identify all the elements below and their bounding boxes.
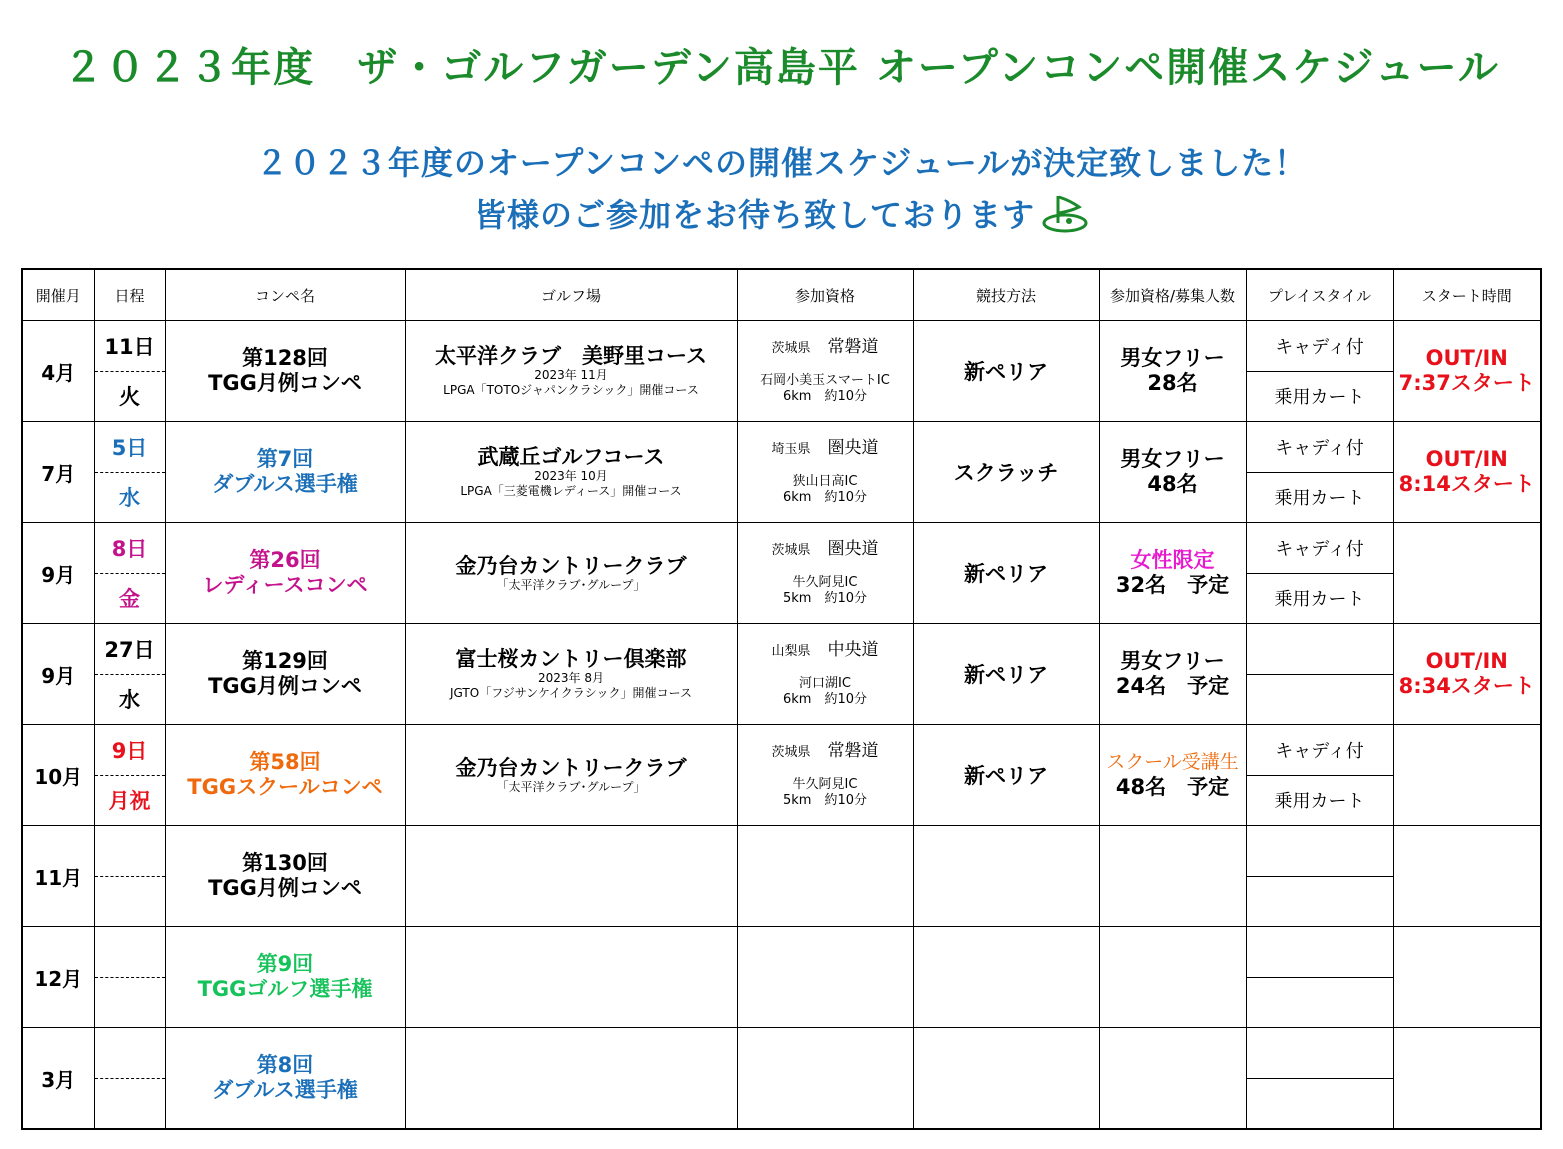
play-style-cart: 乗用カート (1274, 387, 1365, 408)
course-cell (405, 624, 737, 725)
access-cell (737, 927, 913, 1028)
competition-number: 第128回 (242, 346, 328, 370)
header-month: 開催月 (22, 269, 94, 321)
month-cell: 9月 (22, 624, 94, 725)
event-date: 8日 (95, 524, 165, 574)
course-cell (405, 725, 737, 826)
play-style-caddie: キャディ付 (1247, 322, 1393, 372)
method-cell (913, 826, 1099, 927)
header-capacity: 参加資格/募集人数 (1099, 269, 1246, 321)
course-cell (405, 826, 737, 927)
header-play-style: プレイスタイル (1246, 269, 1393, 321)
header-qualification: 参加資格 (737, 269, 913, 321)
competition-cell (165, 927, 405, 1028)
month-cell: 3月 (22, 1028, 94, 1130)
start-time-cell (1393, 422, 1541, 523)
month-cell: 7月 (22, 422, 94, 523)
start-time-cell (1393, 927, 1541, 1028)
competition-cell (165, 1028, 405, 1130)
competition-number: 第7回 (256, 447, 314, 471)
competition-number: 第8回 (256, 1053, 314, 1077)
competition-number: 第130回 (242, 851, 328, 875)
event-date: 9日 (95, 726, 165, 776)
play-style-cart: 乗用カート (1274, 589, 1365, 610)
capacity: 48名 (1147, 472, 1198, 496)
method-cell (913, 927, 1099, 1028)
competition-number: 第58回 (249, 750, 321, 774)
course-cell (405, 321, 737, 422)
competition-name: ダブルス選手権 (212, 472, 358, 496)
page-title: ２０２３年度 ザ・ゴルフガーデン高島平 オープンコンペ開催スケジュール (63, 45, 1500, 91)
method-cell: 新ペリア (913, 624, 1099, 725)
competition-number: 第26回 (249, 548, 321, 572)
play-style-cart: 乗用カート (1274, 791, 1365, 812)
competition-number: 第9回 (256, 952, 314, 976)
competition-cell (165, 826, 405, 927)
method-cell: スクラッチ (913, 422, 1099, 523)
eligibility: 女性限定 (1130, 548, 1215, 572)
course-note: 2023年 8月 (538, 671, 604, 685)
table-row (22, 523, 1541, 624)
capacity-cell (1099, 927, 1246, 1028)
competition-name: レディースコンペ (202, 573, 368, 597)
play-style-cell (1246, 826, 1393, 927)
event-date: 27日 (95, 625, 165, 675)
competition-name: TGGゴルフ選手権 (197, 977, 373, 1001)
prefecture: 茨城県 (771, 543, 811, 558)
access-note: 狭山日高IC (792, 474, 858, 489)
header-row (22, 269, 1541, 321)
start-time: 8:34スタート (1398, 674, 1535, 698)
access-note: 石岡小美玉スマートIC (760, 373, 890, 388)
golf-flag-icon (1041, 193, 1089, 241)
month-cell: 10月 (22, 725, 94, 826)
course-cell (405, 927, 737, 1028)
start-time-cell (1393, 624, 1541, 725)
play-style-cell (1246, 927, 1393, 1028)
access-note: 6km 約10分 (782, 490, 867, 505)
start-course: OUT/IN (1425, 649, 1508, 673)
play-style-caddie: キャディ付 (1247, 524, 1393, 574)
capacity-cell (1099, 1028, 1246, 1130)
table-row (22, 422, 1541, 523)
play-style-cell (1246, 1028, 1393, 1130)
event-date: 5日 (95, 423, 165, 473)
play-style-cell (1246, 321, 1393, 422)
play-style-cell (1246, 725, 1393, 826)
capacity: 28名 (1147, 371, 1198, 395)
course-name: 金乃台カントリークラブ (455, 755, 687, 780)
expressway: 常磐道 (827, 741, 879, 761)
competition-cell (165, 422, 405, 523)
header-method: 競技方法 (913, 269, 1099, 321)
capacity: 24名 予定 (1115, 674, 1230, 698)
course-note: JGTO「フジサンケイクラシック」開催コース (450, 686, 692, 700)
start-time-cell (1393, 826, 1541, 927)
table-row (22, 1028, 1541, 1130)
access-cell (737, 826, 913, 927)
course-name: 武蔵丘ゴルフコース (477, 445, 665, 469)
method-cell: 新ペリア (913, 725, 1099, 826)
expressway: 常磐道 (827, 337, 879, 357)
date-cell (94, 725, 165, 826)
access-note: 河口湖IC (799, 676, 851, 691)
capacity-cell (1099, 321, 1246, 422)
expressway: 圏央道 (827, 539, 879, 559)
play-style-caddie (1247, 625, 1393, 675)
method-cell (913, 1028, 1099, 1130)
announcement-line-1: ２０２３年度のオープンコンペの開催スケジュールが決定致しました！ (255, 144, 1308, 182)
course-name: 金乃台カントリークラブ (455, 553, 687, 578)
prefecture: 埼玉県 (771, 442, 811, 457)
event-date: 11日 (95, 322, 165, 372)
start-time-cell (1393, 1028, 1541, 1130)
prefecture: 茨城県 (771, 745, 811, 760)
play-style-caddie: キャディ付 (1247, 423, 1393, 473)
event-weekday: 水 (119, 688, 140, 712)
date-cell (94, 523, 165, 624)
date-cell (94, 826, 165, 927)
access-note: 5km 約10分 (782, 591, 867, 606)
access-cell (737, 422, 913, 523)
start-time: 7:37スタート (1398, 371, 1535, 395)
capacity-cell (1099, 523, 1246, 624)
prefecture: 茨城県 (771, 341, 811, 356)
access-cell (737, 1028, 913, 1130)
header-start-time: スタート時間 (1393, 269, 1541, 321)
date-cell (94, 927, 165, 1028)
play-style-caddie: キャディ付 (1247, 726, 1393, 776)
start-time-cell (1393, 523, 1541, 624)
competition-number: 第129回 (242, 649, 328, 673)
course-note: LPGA「三菱電機レディース」開催コース (460, 484, 682, 498)
start-time: 8:14スタート (1398, 472, 1535, 496)
header-competition: コンペ名 (165, 269, 405, 321)
competition-name: TGGスクールコンペ (187, 775, 383, 799)
table-row (22, 624, 1541, 725)
access-note: 牛久阿見IC (792, 575, 858, 590)
play-style-cart (1247, 675, 1393, 724)
start-time-cell (1393, 321, 1541, 422)
eligibility: 男女フリー (1120, 649, 1225, 673)
capacity-cell (1099, 826, 1246, 927)
access-cell (737, 725, 913, 826)
method-cell: 新ペリア (913, 321, 1099, 422)
header-date: 日程 (94, 269, 165, 321)
capacity-cell (1099, 725, 1246, 826)
capacity: 32名 予定 (1115, 573, 1230, 597)
table-row (22, 927, 1541, 1028)
capacity: 48名 予定 (1115, 775, 1230, 799)
start-course: OUT/IN (1425, 447, 1508, 471)
course-name: 富士桜カントリー倶楽部 (455, 647, 687, 671)
access-cell (737, 624, 913, 725)
eligibility: スクール受講生 (1106, 751, 1239, 773)
table-row (22, 321, 1541, 422)
course-cell (405, 422, 737, 523)
course-note: LPGA「TOTOジャパンクラシック」開催コース (443, 383, 699, 397)
competition-name: TGG月例コンペ (208, 371, 362, 395)
month-cell: 12月 (22, 927, 94, 1028)
capacity-cell (1099, 422, 1246, 523)
announcement-line-2 (0, 190, 1563, 241)
access-note: 6km 約10分 (782, 692, 867, 707)
event-weekday: 水 (119, 486, 140, 510)
access-note: 牛久阿見IC (792, 777, 858, 792)
date-cell (94, 321, 165, 422)
play-style-cell (1246, 523, 1393, 624)
course-cell (405, 1028, 737, 1130)
prefecture: 山梨県 (771, 644, 811, 659)
competition-cell (165, 725, 405, 826)
access-cell (737, 523, 913, 624)
event-weekday: 金 (119, 587, 140, 611)
month-cell: 11月 (22, 826, 94, 927)
table-row (22, 826, 1541, 927)
course-note: 2023年 10月 (534, 469, 608, 483)
eligibility: 男女フリー (1120, 346, 1225, 370)
competition-name: ダブルス選手権 (212, 1078, 358, 1102)
competition-cell (165, 321, 405, 422)
event-weekday: 月祝 (108, 789, 151, 813)
date-cell (94, 624, 165, 725)
course-note: 「太平洋クラブ･グループ」 (496, 577, 646, 592)
header-course: ゴルフ場 (405, 269, 737, 321)
course-note: 「太平洋クラブ･グループ」 (496, 779, 646, 794)
capacity-cell (1099, 624, 1246, 725)
table-row (22, 725, 1541, 826)
competition-name: TGG月例コンペ (208, 674, 362, 698)
month-cell: 4月 (22, 321, 94, 422)
start-course: OUT/IN (1425, 346, 1508, 370)
announcement-line-2-text: 皆様のご参加をお待ち致しております (473, 196, 1035, 234)
competition-cell (165, 624, 405, 725)
start-time-cell (1393, 725, 1541, 826)
date-cell (94, 1028, 165, 1130)
event-weekday: 火 (119, 385, 140, 409)
play-style-cart: 乗用カート (1274, 488, 1365, 509)
competition-name: TGG月例コンペ (208, 876, 362, 900)
expressway: 中央道 (827, 640, 879, 660)
course-note: 2023年 11月 (534, 368, 608, 382)
method-cell: 新ペリア (913, 523, 1099, 624)
access-cell (737, 321, 913, 422)
course-name: 太平洋クラブ 美野里コース (435, 344, 707, 368)
access-note: 6km 約10分 (782, 389, 867, 404)
play-style-cell (1246, 624, 1393, 725)
schedule-table (21, 268, 1542, 1130)
month-cell: 9月 (22, 523, 94, 624)
play-style-cell (1246, 422, 1393, 523)
course-cell (405, 523, 737, 624)
access-note: 5km 約10分 (782, 793, 867, 808)
expressway: 圏央道 (827, 438, 879, 458)
competition-cell (165, 523, 405, 624)
date-cell (94, 422, 165, 523)
eligibility: 男女フリー (1120, 447, 1225, 471)
